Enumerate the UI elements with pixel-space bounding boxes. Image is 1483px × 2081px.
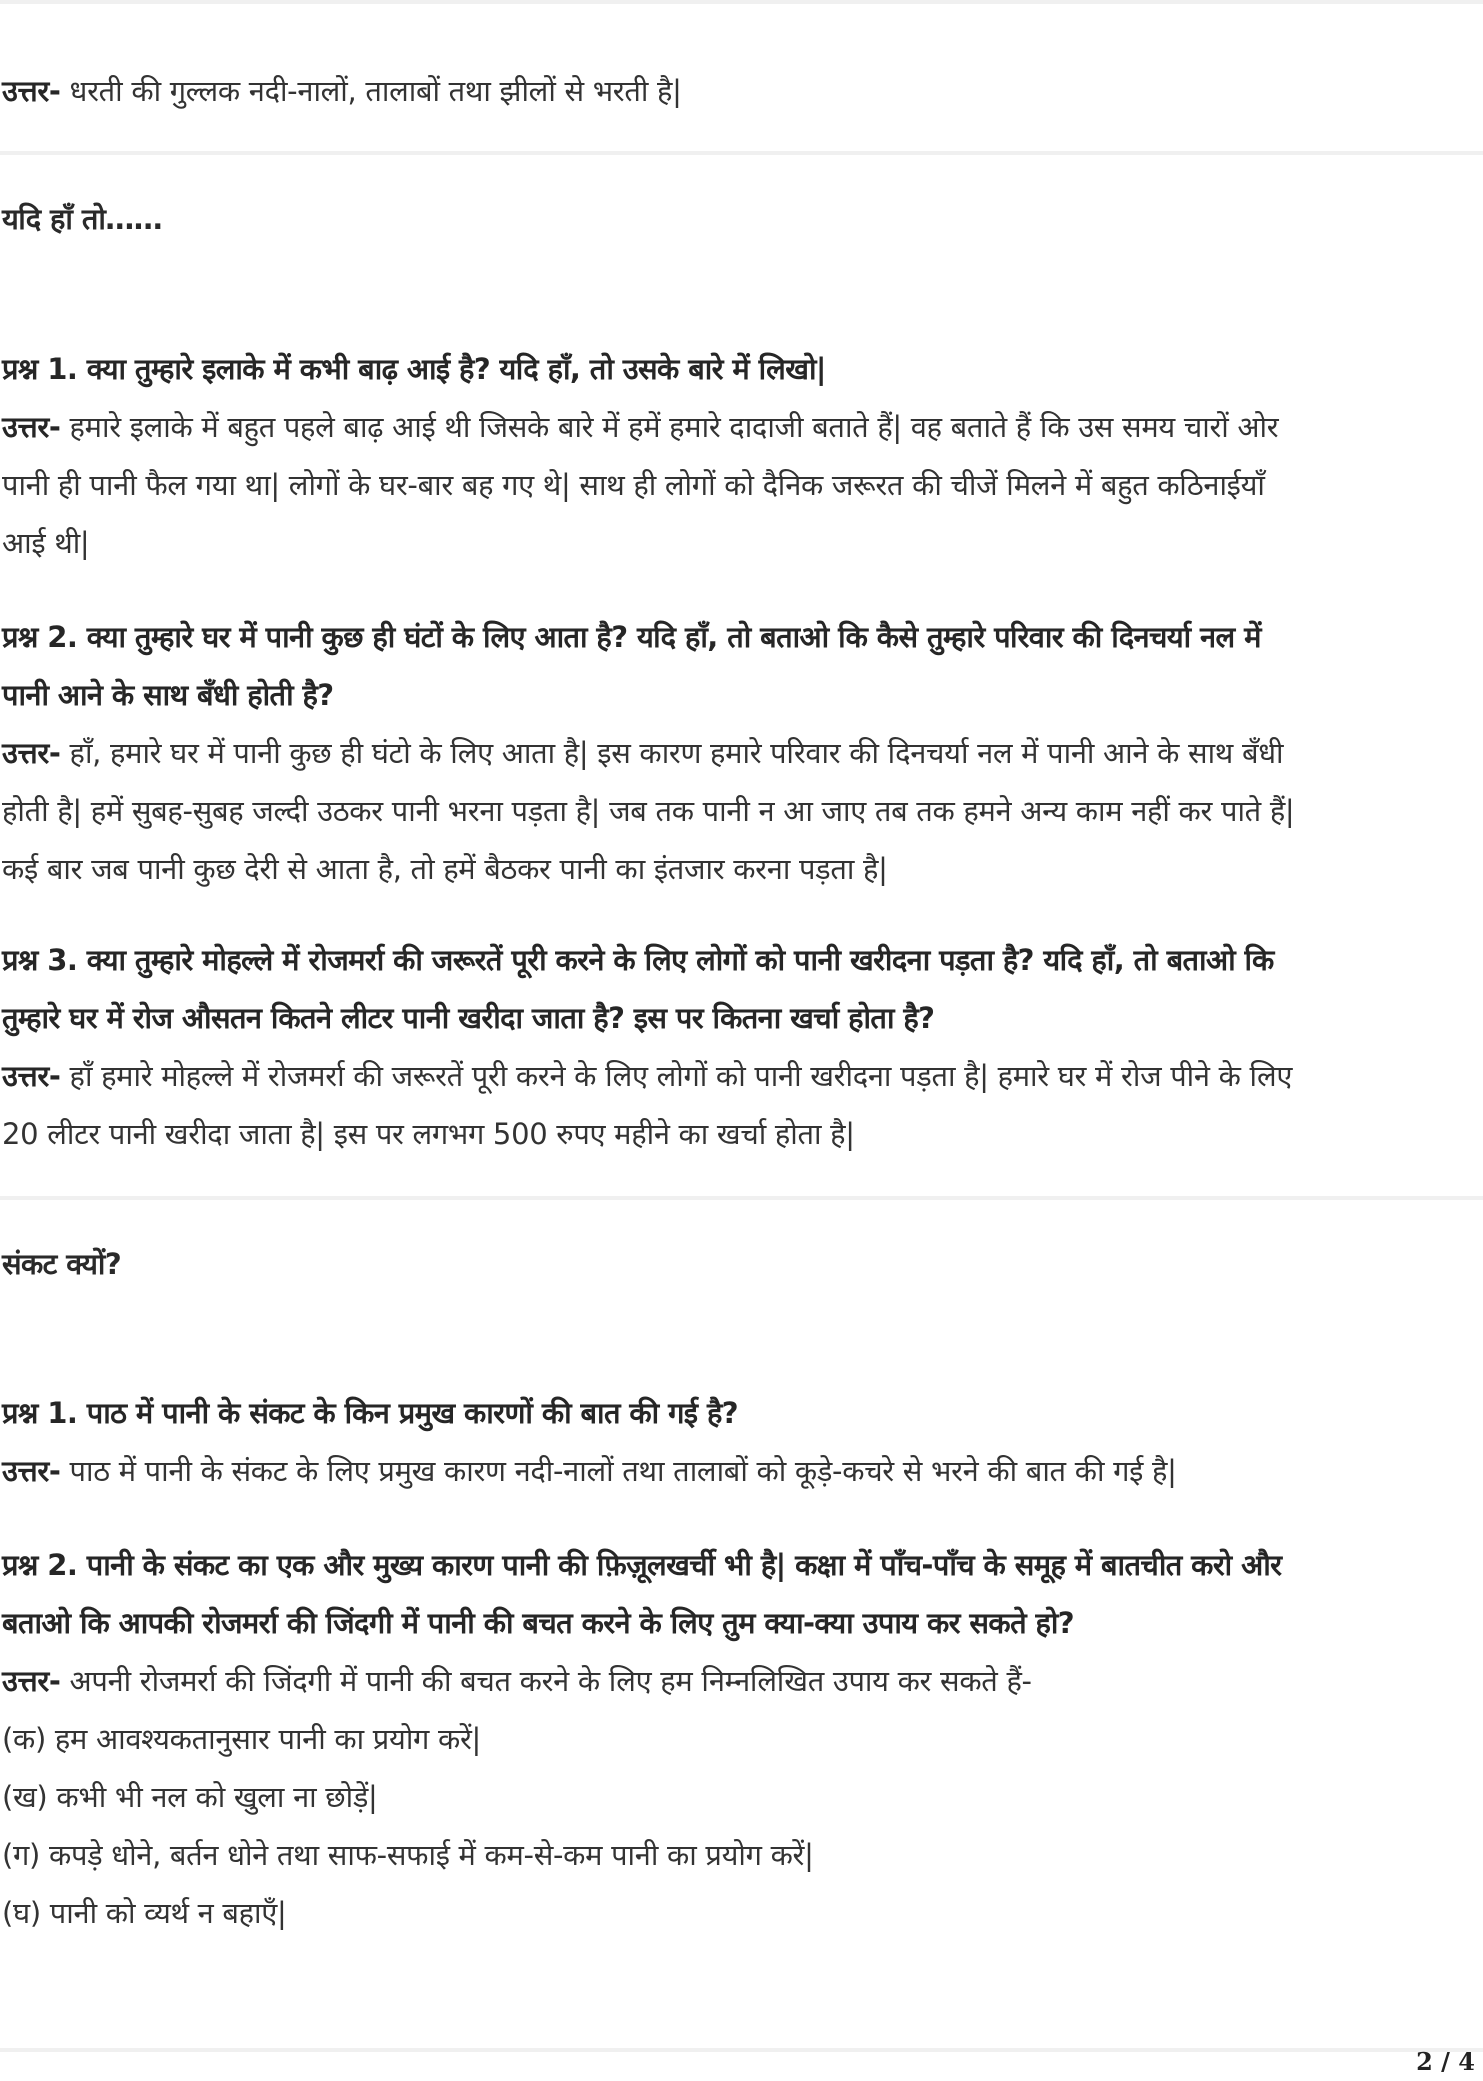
- section-divider: [0, 151, 1483, 155]
- answer-1-line-2: पानी ही पानी फैल गया था| लोगों के घर-बार बह गए थे| साथ ही लोगों को दैनिक जरूरत की चीजें मिलने में बहुत कठिनाईयाँ: [2, 468, 1265, 502]
- answer-text: पाठ में पानी के संकट के लिए प्रमुख कारण नदी-नालों तथा तालाबों को कूड़े-कचरे से भरने की बात की गई है|: [60, 1454, 1177, 1488]
- bottom-divider: [0, 2048, 1483, 2052]
- page-number: 2 / 4: [1416, 2047, 1475, 2076]
- answer-text: हमारे इलाके में बहुत पहले बाढ़ आई थी जिसके बारे में हमें हमारे दादाजी बताते हैं| वह बताते हैं कि उस समय चारों ओर: [60, 410, 1279, 444]
- list-item: (ग) कपड़े धोने, बर्तन धोने तथा साफ-सफाई में कम-से-कम पानी का प्रयोग करें|: [2, 1838, 814, 1872]
- list-item: (ख) कभी भी नल को खुला ना छोड़ें|: [2, 1780, 378, 1814]
- answer-2: [2, 1661, 1032, 1701]
- question-2-line-2: पानी आने के साथ बँधी होती है?: [2, 678, 334, 712]
- answer-label: उत्तर-: [2, 1664, 61, 1698]
- section-heading: संकट क्यों?: [2, 1247, 122, 1281]
- question-2-line-1: प्रश्न 2. क्या तुम्हारे घर में पानी कुछ ही घंटों के लिए आता है? यदि हाँ, तो बताओ कि कैसे तुम्हारे परिवार की दिनचर्या नल में: [2, 620, 1261, 654]
- answer-3-line-2: 20 लीटर पानी खरीदा जाता है| इस पर लगभग 500 रुपए महीने का खर्चा होता है|: [2, 1117, 855, 1151]
- answer-1-line-3: आई थी|: [2, 526, 90, 560]
- answer-label: उत्तर-: [2, 1059, 61, 1093]
- question-2-line-2: बताओ कि आपकी रोजमर्रा की जिंदगी में पानी की बचत करने के लिए तुम क्या-क्या उपाय कर सकते हो?: [2, 1606, 1075, 1640]
- question-1: प्रश्न 1. पाठ में पानी के संकट के किन प्रमुख कारणों की बात की गई है?: [2, 1396, 738, 1430]
- answer-text: हाँ हमारे मोहल्ले में रोजमर्रा की जरूरतें पूरी करने के लिए लोगों को पानी खरीदना पड़ता है| हमारे घर में रोज पीने के लिए: [60, 1059, 1293, 1093]
- answer-paragraph: [2, 71, 682, 111]
- answer-1-line-1: [2, 407, 1278, 447]
- answer-label: उत्तर-: [2, 736, 61, 770]
- question-3-line-1: प्रश्न 3. क्या तुम्हारे मोहल्ले में रोजमर्रा की जरूरतें पूरी करने के लिए लोगों को पानी खरीदना पड़ता है? यदि हाँ, तो बताओ कि: [2, 943, 1274, 977]
- answer-2-line-1: [2, 733, 1283, 773]
- list-item: (क) हम आवश्यकतानुसार पानी का प्रयोग करें|: [2, 1722, 481, 1756]
- question-2-line-1: प्रश्न 2. पानी के संकट का एक और मुख्य कारण पानी की फ़िज़ूलखर्ची भी है| कक्षा में पाँच-पाँच के समूह में बातचीत करो और: [2, 1548, 1282, 1582]
- answer-2-line-2: होती है| हमें सुबह-सुबह जल्दी उठकर पानी भरना पड़ता है| जब तक पानी न आ जाए तब तक हमने अन्य काम नहीं कर पाते हैं|: [2, 794, 1295, 828]
- answer-label: उत्तर-: [2, 410, 61, 444]
- answer-3-line-1: [2, 1056, 1292, 1096]
- answer-label: उत्तर-: [2, 1454, 61, 1488]
- section-heading: यदि हाँ तो……: [2, 202, 163, 236]
- answer-2-line-3: कई बार जब पानी कुछ देरी से आता है, तो हमें बैठकर पानी का इंतजार करना पड़ता है|: [2, 852, 888, 886]
- answer-text: हाँ, हमारे घर में पानी कुछ ही घंटो के लिए आता है| इस कारण हमारे परिवार की दिनचर्या नल में पानी आने के साथ बँधी: [60, 736, 1284, 770]
- top-divider: [0, 0, 1483, 4]
- list-item: (घ) पानी को व्यर्थ न बहाएँ|: [2, 1896, 287, 1930]
- section-divider: [0, 1196, 1483, 1200]
- answer-label: उत्तर-: [2, 74, 61, 108]
- answer-text: धरती की गुल्लक नदी-नालों, तालाबों तथा झीलों से भरती है|: [60, 74, 682, 108]
- question-1: प्रश्न 1. क्या तुम्हारे इलाके में कभी बाढ़ आई है? यदि हाँ, तो उसके बारे में लिखो|: [2, 352, 826, 386]
- answer-text: अपनी रोजमर्रा की जिंदगी में पानी की बचत करने के लिए हम निम्नलिखित उपाय कर सकते हैं-: [60, 1664, 1032, 1698]
- answer-1: [2, 1451, 1177, 1491]
- question-3-line-2: तुम्हारे घर में रोज औसतन कितने लीटर पानी खरीदा जाता है? इस पर कितना खर्चा होता है?: [2, 1001, 935, 1035]
